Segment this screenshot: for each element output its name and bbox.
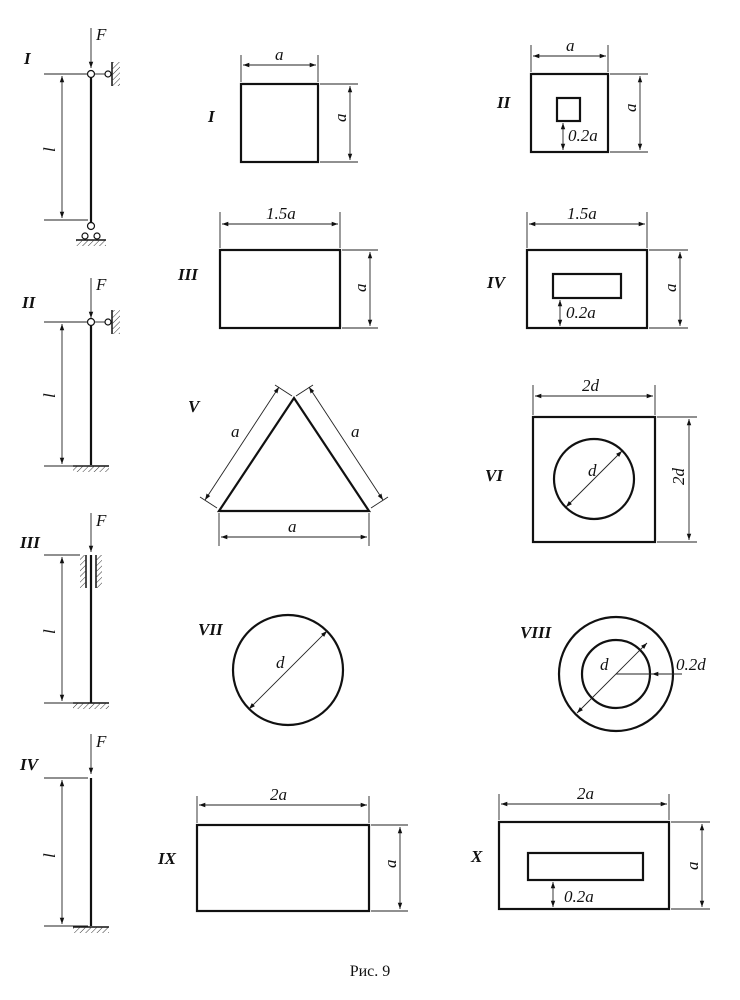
height-label: a bbox=[661, 283, 680, 292]
force-label: F bbox=[96, 25, 107, 44]
column-2-numeral: II bbox=[22, 293, 36, 312]
rectangle-outline bbox=[220, 250, 340, 328]
wall-hatch bbox=[112, 62, 120, 86]
figure-caption: Рис. 9 bbox=[349, 963, 391, 980]
section-3-rectangle bbox=[177, 204, 378, 328]
height-label: a bbox=[381, 859, 400, 868]
height-label: 2d bbox=[669, 468, 688, 485]
section-1-numeral: I bbox=[208, 107, 215, 126]
force-label: F bbox=[96, 511, 107, 530]
slot-hole bbox=[528, 853, 643, 880]
section-7-circle bbox=[198, 615, 343, 725]
offset-label: 0.2a bbox=[566, 303, 596, 322]
diameter-dimension bbox=[249, 631, 327, 709]
column-scheme-4 bbox=[19, 732, 109, 933]
hinge-icon bbox=[88, 319, 95, 326]
height-label: a bbox=[351, 283, 370, 292]
force-label: F bbox=[96, 275, 107, 294]
ground-hatch bbox=[73, 466, 109, 472]
left-side-dimension bbox=[205, 387, 279, 500]
offset-label: 0.2a bbox=[564, 887, 594, 906]
right-side-dimension bbox=[309, 387, 383, 500]
width-label: a bbox=[566, 36, 575, 55]
section-8-numeral: VIII bbox=[520, 623, 552, 642]
width-label: 2a bbox=[270, 785, 287, 804]
column-3-numeral: III bbox=[20, 533, 40, 552]
square-outline bbox=[241, 84, 318, 162]
wall-hatch bbox=[112, 310, 120, 334]
section-3-numeral: III bbox=[178, 265, 198, 284]
rectangle-outline bbox=[197, 825, 369, 911]
wall-thickness-label: 0.2d bbox=[676, 655, 706, 674]
ground-hatch bbox=[76, 240, 106, 246]
section-8-ring bbox=[520, 617, 706, 731]
section-1-square bbox=[207, 45, 358, 162]
width-label: 1.5a bbox=[567, 204, 597, 223]
section-4-numeral: IV bbox=[487, 273, 505, 292]
ground-hatch bbox=[73, 703, 109, 709]
section-10-hollow-rectangle bbox=[470, 784, 710, 909]
column-scheme-3 bbox=[19, 511, 109, 709]
length-label: l bbox=[40, 853, 59, 858]
column-1-numeral: I bbox=[24, 49, 31, 68]
diameter-label: d bbox=[276, 653, 285, 672]
height-label: a bbox=[331, 113, 350, 122]
section-4-hollow-rectangle bbox=[486, 204, 688, 328]
diameter-label: d bbox=[600, 655, 609, 674]
section-2-hollow-square bbox=[496, 36, 648, 152]
offset-label: 0.2a bbox=[568, 126, 598, 145]
column-4-numeral: IV bbox=[20, 755, 38, 774]
base-label: a bbox=[288, 517, 297, 536]
section-6-square-with-circle bbox=[485, 376, 697, 542]
width-label: a bbox=[275, 45, 284, 64]
section-6-numeral: VI bbox=[485, 466, 503, 485]
column-scheme-1 bbox=[23, 25, 120, 246]
width-label: 1.5a bbox=[266, 204, 296, 223]
hinge-icon bbox=[88, 223, 95, 230]
section-7-numeral: VII bbox=[198, 620, 223, 639]
diameter-label: d bbox=[588, 461, 597, 480]
height-label: a bbox=[621, 103, 640, 112]
length-label: l bbox=[40, 393, 59, 398]
guide-hatch bbox=[96, 555, 102, 588]
width-label: 2d bbox=[582, 376, 599, 395]
diameter-dimension bbox=[577, 643, 647, 713]
section-10-numeral: X bbox=[471, 847, 483, 866]
force-label: F bbox=[96, 732, 107, 751]
width-label: 2a bbox=[577, 784, 594, 803]
section-9-rectangle bbox=[157, 785, 408, 911]
square-hole bbox=[557, 98, 580, 121]
section-9-numeral: IX bbox=[158, 849, 176, 868]
length-label: l bbox=[40, 629, 59, 634]
right-side-label: a bbox=[351, 422, 360, 441]
ground-hatch bbox=[73, 927, 109, 933]
section-5-triangle bbox=[188, 385, 388, 546]
height-label: a bbox=[683, 861, 702, 870]
triangle-outline bbox=[219, 398, 369, 511]
column-scheme-2 bbox=[21, 275, 120, 472]
left-side-label: a bbox=[231, 422, 240, 441]
guide-hatch bbox=[80, 555, 86, 588]
section-5-numeral: V bbox=[188, 397, 200, 416]
section-2-numeral: II bbox=[497, 93, 511, 112]
length-label: l bbox=[40, 147, 59, 152]
hinge-icon bbox=[88, 71, 95, 78]
slot-hole bbox=[553, 274, 621, 298]
